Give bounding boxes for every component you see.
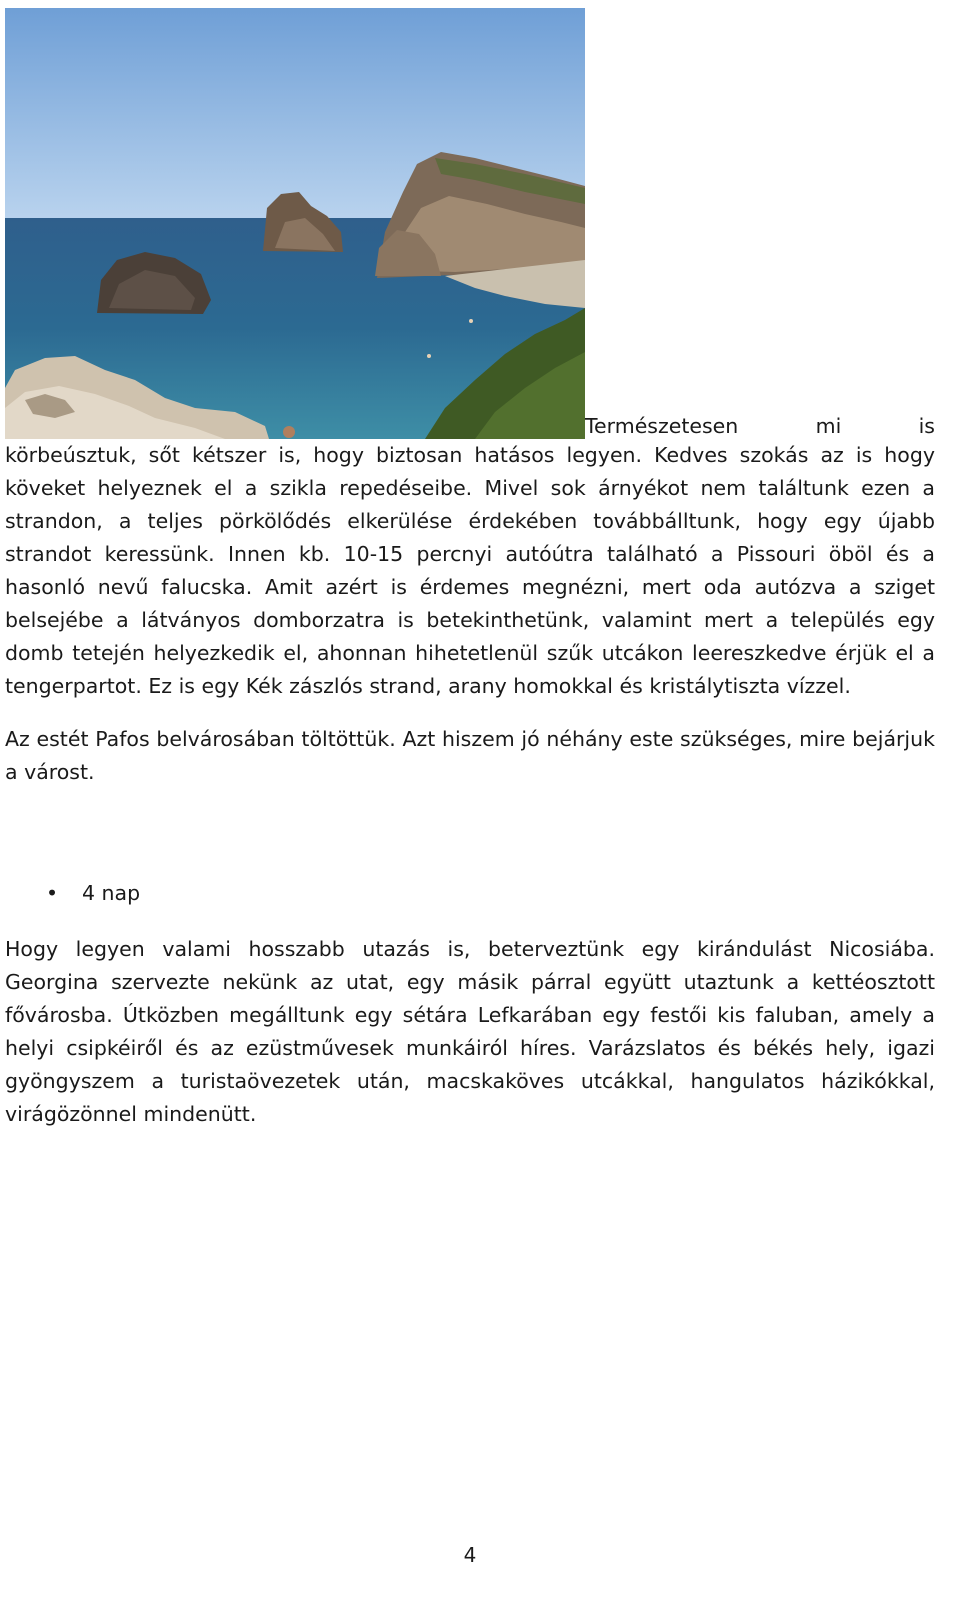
intro-paragraph: körbeúsztuk, sőt kétszer is, hogy biztosan hatásos legyen. Kedves szokás az is hogy köveket helyeznek el a szikla repedéseibe. Mivel sok árnyékot nem találtunk ezen a strandon, a teljes pörkölődés elkerülése érdekében továbbálltunk, hogy egy újabb strandot keressünk. Innen kb. 10-15 percnyi autóútra található a Pissouri öböl és a hasonló nevű falucska. Amit azért is érdemes megnézni, mert oda autózva a sziget belsejébe a látványos domborzatra is betekinthetünk, valamint mert a település egy domb tetején helyezkedik el, ahonnan hihetetlenül szűk utcákon leereszkedve érjük el a tengerpartot. Ez is egy Kék zászlós strand, arany homokkal és kristálytiszta vízzel. (5, 443, 935, 698)
intro-word-2: mi (815, 414, 842, 438)
evening-paragraph: Az estét Pafos belvárosában töltöttük. Azt hiszem jó néhány este szükséges, mire bejárjuk a várost. (5, 727, 935, 784)
intro-word-1: Természetesen (585, 414, 739, 438)
bullet-heading: 4 nap (82, 881, 141, 905)
photo-and-first-line (5, 8, 935, 439)
coastal-rocks-illustration (5, 8, 585, 439)
coastal-rocks-photo (5, 8, 585, 439)
day-4-section (5, 933, 935, 1131)
bullet-marker: • (46, 881, 59, 905)
day-4-bullet (46, 877, 140, 910)
intro-word-3: is (918, 414, 935, 438)
intro-first-line (585, 413, 935, 439)
paragraph-gap (5, 703, 935, 723)
day-4-paragraph: Hogy legyen valami hosszabb utazás is, beterveztünk egy kirándulást Nicosiába. Georgina szervezte nekünk az utat, egy másik párral együtt utaztunk a kettéosztott fővárosba. Útközben megálltunk egy sétára Lefkarában egy festői kis faluban, amely a helyi csipkéiről és az ezüstművesek munkáiról híres. Varázslatos és békés hely, igazi gyöngyszem a turistaövezetek után, macskaköves utcákkal, hangulatos házikókkal, virágözönnel mindenütt. (5, 937, 935, 1126)
document-page (5, 8, 935, 789)
page-number: 4 (463, 1543, 477, 1567)
